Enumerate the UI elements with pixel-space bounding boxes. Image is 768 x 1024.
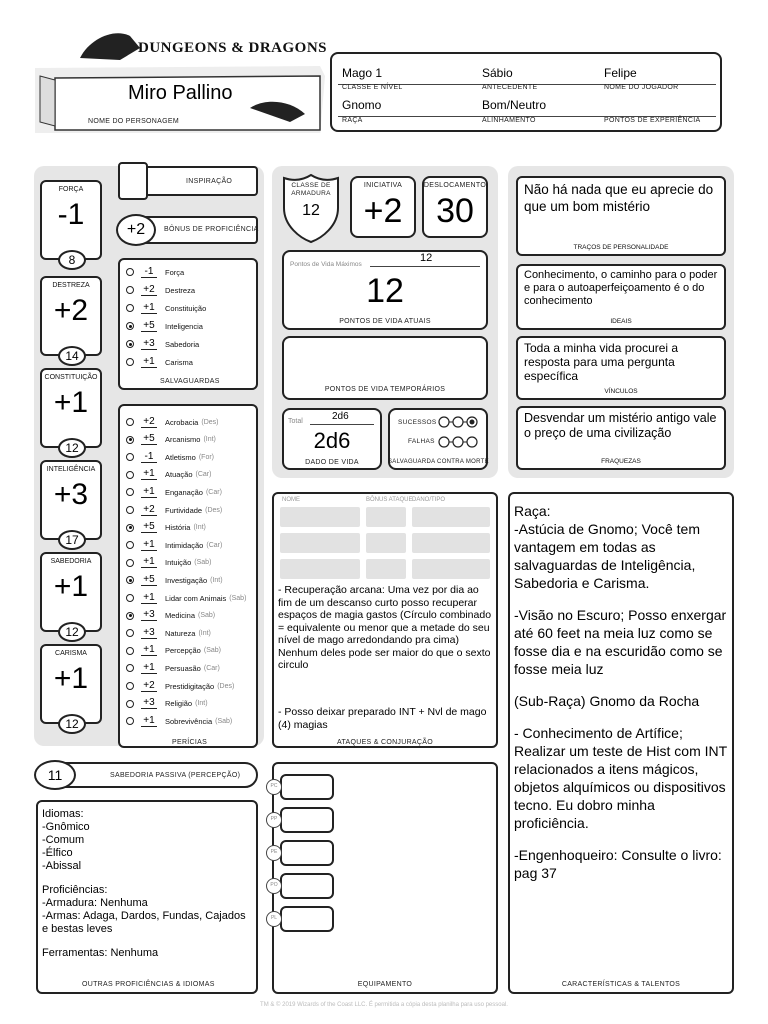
ability-modifier[interactable]: +3 (53, 478, 89, 511)
skill-ability: (Car) (203, 664, 220, 672)
attacks-text-2[interactable]: - Posso deixar preparado INT + Nvl de mago (4) magias (278, 706, 487, 731)
skill-modifier[interactable]: +2 (141, 681, 157, 692)
ability-modifier[interactable]: +1 (53, 662, 89, 695)
coin-icon: PO (266, 878, 282, 894)
text-line: - Conhecimento de Artífice; Realizar um teste de Hist com INT relacionados a itens mágicos, objetos alquímicos ou dispositivos tecno. Eu dobro minha proficiência. (514, 725, 727, 831)
skill-name: Intimidação (165, 540, 204, 550)
proficiency-label: BÔNUS DE PROFICIÊNCIA (164, 226, 259, 233)
ability-strength[interactable] (40, 180, 102, 267)
skill-row[interactable] (126, 660, 220, 676)
skill-modifier[interactable]: +2 (141, 417, 157, 428)
coin-amount-box[interactable] (280, 774, 334, 800)
skill-modifier[interactable]: +5 (141, 575, 157, 586)
xp-label: PONTOS DE EXPERIÊNCIA (604, 117, 701, 124)
skill-modifier[interactable]: +1 (141, 593, 157, 604)
proficiency-dot-icon[interactable] (126, 629, 134, 637)
inspiration-label: INSPIRAÇÃO (186, 178, 233, 185)
skill-row[interactable] (126, 432, 216, 448)
race-value[interactable]: Gnomo (342, 98, 382, 112)
hp-max-value[interactable]: 12 (420, 252, 433, 264)
skill-ability: (Int) (198, 629, 211, 637)
hp-current-label: PONTOS DE VIDA ATUAIS (339, 318, 431, 325)
ability-modifier[interactable]: +1 (53, 570, 89, 603)
attacks-title: ATAQUES & CONJURAÇÃO (337, 739, 433, 746)
saving-throw-modifier[interactable]: +3 (141, 339, 157, 350)
text-line (42, 873, 252, 884)
skill-ability: (Sab) (229, 594, 247, 602)
hp-max-label: Pontos de Vida Máximos (290, 261, 362, 268)
saving-throws-title: SALVAGUARDAS (160, 378, 220, 385)
attacks-col-damage: DANO/TIPO (412, 497, 446, 503)
ability-score[interactable]: 12 (58, 714, 86, 734)
passive-perception-label: SABEDORIA PASSIVA (PERCEPÇÃO) (110, 772, 241, 779)
text-line (514, 678, 728, 692)
coin-icon: PP (266, 812, 282, 828)
initiative-label: INICIATIVA (363, 182, 403, 189)
proficiency-dot-icon[interactable] (126, 286, 134, 294)
personality-traits-text[interactable]: Não há nada que eu aprecie do que um bom mistério (524, 182, 714, 214)
skill-modifier[interactable]: +1 (141, 645, 157, 656)
text-line: (Sub-Raça) Gnomo da Rocha (514, 693, 700, 709)
saving-throw-name: Sabedoria (165, 339, 200, 349)
proficiency-dot-icon[interactable] (126, 488, 134, 496)
skill-row[interactable] (126, 414, 218, 430)
proficiency-dot-icon[interactable] (126, 559, 134, 567)
text-line: -Abissal (42, 860, 82, 872)
skill-name: Furtividade (165, 505, 203, 515)
skill-ability: (Int) (193, 524, 206, 532)
proficiency-dot-icon[interactable] (126, 717, 134, 725)
character-name-label: NOME DO PERSONAGEM (88, 118, 179, 125)
text-line (514, 710, 728, 724)
ability-constitution[interactable] (40, 368, 102, 455)
skill-name: Prestidigitação (165, 681, 215, 691)
ideals-text[interactable]: Conhecimento, o caminho para o poder e para o autoaperfeiçoamento é o do conhecimento (524, 269, 718, 307)
coin-amount-box[interactable] (280, 807, 334, 833)
saving-throw-modifier[interactable]: +1 (141, 303, 157, 314)
skill-modifier[interactable]: +2 (141, 505, 157, 516)
personality-traits-box[interactable] (516, 176, 726, 256)
armor-class-value[interactable]: 12 (302, 202, 320, 219)
proficiency-dot-icon[interactable] (126, 664, 134, 672)
text-line: -Élfico (42, 847, 73, 859)
race-label: RAÇA (342, 117, 363, 124)
class-level-label: CLASSE E NÍVEL (342, 84, 403, 91)
skill-name: Religião (165, 699, 193, 709)
attack-cell[interactable] (280, 533, 360, 553)
proficiency-dot-icon[interactable] (126, 594, 134, 602)
attack-cell[interactable] (366, 533, 406, 553)
coin-amount-box[interactable] (280, 873, 334, 899)
skill-name: Natureza (165, 628, 196, 638)
ability-name: SABEDORIA (50, 558, 92, 565)
flaws-box[interactable] (516, 406, 726, 470)
hit-dice-total-line (310, 424, 374, 425)
text-line: -Astúcia de Gnomo; Você tem vantagem em todas as salvaguardas de Inteligência, Sabedoria e Carisma. (514, 521, 700, 591)
hit-dice-total-label: Total (288, 418, 303, 425)
ability-score[interactable]: 8 (58, 250, 86, 270)
skill-ability: (Int) (195, 700, 208, 708)
death-saves-fail-circles[interactable] (436, 434, 484, 450)
proficiency-dot-icon[interactable] (126, 576, 134, 584)
skill-ability: (Car) (206, 541, 223, 549)
coin-icon: PC (266, 779, 282, 795)
skill-row[interactable] (126, 520, 206, 536)
bonds-label: VÍNCULOS (604, 388, 638, 395)
features-title: CARACTERÍSTICAS & TALENTOS (561, 981, 681, 988)
saving-throw-row[interactable] (126, 354, 193, 370)
coin-amount-box[interactable] (280, 840, 334, 866)
ability-modifier[interactable]: +1 (53, 386, 89, 419)
hp-temp-label: PONTOS DE VIDA TEMPORÁRIOS (324, 386, 446, 393)
initiative-value[interactable]: +2 (363, 192, 403, 230)
skill-row[interactable] (126, 678, 234, 694)
inspiration-checkbox[interactable] (118, 162, 148, 200)
saving-throw-modifier[interactable]: +2 (141, 285, 157, 296)
skill-name: Sobrevivência (165, 716, 213, 726)
text-line (42, 936, 252, 947)
skill-ability: (Sab) (194, 559, 212, 567)
skill-name: Arcanismo (165, 435, 201, 445)
footer-copyright: TM & © 2019 Wizards of the Coast LLC. É permitida a cópia desta planilha para uso pessoal. (260, 1002, 508, 1008)
text-line: -Armadura: Nenhuma (42, 897, 148, 909)
skill-modifier[interactable]: +1 (141, 557, 157, 568)
skill-modifier[interactable]: +1 (141, 469, 157, 480)
background-label: ANTECEDENTE (482, 84, 538, 91)
hit-dice-value[interactable]: 2d6 (313, 428, 351, 453)
ability-intelligence[interactable] (40, 460, 102, 547)
death-saves-label: SALVAGUARDA CONTRA MORTE (388, 459, 489, 465)
skill-row[interactable] (126, 537, 222, 553)
skill-row[interactable] (126, 590, 246, 606)
skill-modifier[interactable]: +3 (141, 698, 157, 709)
proficiency-dot-icon[interactable] (126, 358, 134, 366)
skill-ability: (Des) (205, 506, 223, 514)
speed-label: DESLOCAMENTO (423, 182, 487, 189)
text-line: -Gnômico (42, 821, 90, 833)
skill-name: Percepção (165, 646, 201, 656)
other-proficiencies-title: OUTRAS PROFICIÊNCIAS & IDIOMAS (82, 981, 215, 988)
header-banner (20, 18, 330, 133)
skill-name: Acrobacia (165, 417, 199, 427)
saving-throw-row[interactable] (126, 318, 203, 334)
skill-name: História (165, 523, 191, 533)
skill-modifier[interactable]: +1 (141, 716, 157, 727)
proficiency-dot-icon[interactable] (126, 612, 134, 620)
ability-score[interactable]: 14 (58, 346, 86, 366)
skill-row[interactable] (126, 608, 215, 624)
player-name-label: NOME DO JOGADOR (604, 84, 679, 91)
ability-name: CONSTITUIÇÃO (44, 374, 98, 381)
proficiency-dot-icon[interactable] (126, 304, 134, 312)
ability-dexterity[interactable] (40, 276, 102, 363)
death-saves-success-circles[interactable] (436, 414, 484, 430)
attacks-text-1[interactable]: - Recuperação arcana: Uma vez por dia ao fim de um descanso curto posso recuperar espaços de magia gastos (Círculo combinado = equivalente ou menor que a metade do seu nível de mago arredondando pra cima) Nenhum deles pode ser maior do que o sexto circulo (278, 584, 492, 671)
personality-traits-label: TRAÇOS DE PERSONALIDADE (573, 244, 669, 251)
skill-name: Atletismo (165, 452, 196, 462)
passive-perception-value[interactable]: 11 (34, 760, 76, 790)
alignment-value[interactable]: Bom/Neutro (482, 98, 547, 112)
saving-throw-row[interactable] (126, 300, 206, 316)
skill-name: Persuasão (165, 663, 201, 673)
saving-throw-modifier[interactable]: -1 (141, 267, 157, 278)
ability-name: FORÇA (58, 186, 84, 193)
bonds-text[interactable]: Toda a minha vida procurei a resposta para uma pergunta específica (524, 341, 679, 383)
text-line: -Comum (42, 834, 85, 846)
hit-dice-label: DADO DE VIDA (305, 459, 359, 466)
skill-row[interactable] (126, 572, 223, 588)
skill-row[interactable] (126, 484, 222, 500)
ability-charisma[interactable] (40, 644, 102, 731)
hp-current-value[interactable]: 12 (366, 272, 404, 310)
hit-dice-total-value[interactable]: 2d6 (332, 411, 349, 422)
character-name[interactable]: Miro Pallino (128, 82, 233, 104)
ability-name: INTELIGÊNCIA (46, 466, 96, 473)
skill-row[interactable] (126, 467, 211, 483)
text-line (514, 592, 728, 606)
skill-ability: (Int) (203, 436, 216, 444)
saving-throw-modifier[interactable]: +5 (141, 321, 157, 332)
skill-row[interactable] (126, 625, 211, 641)
skill-ability: (Car) (195, 471, 212, 479)
skill-ability: (Des) (201, 418, 219, 426)
text-line: -Visão no Escuro; Posso enxergar até 60 feet na meia luz como se fosse dia e na escuridão como se fosse meia luz (514, 607, 727, 677)
ability-name: DESTREZA (52, 282, 90, 289)
ability-score[interactable]: 17 (58, 530, 86, 550)
proficiency-value[interactable]: +2 (116, 214, 156, 246)
text-line: Proficiências: (42, 884, 108, 896)
saving-throw-row[interactable] (126, 336, 199, 352)
skill-modifier[interactable]: -1 (141, 452, 157, 463)
skill-row[interactable] (126, 555, 211, 571)
skills-title: PERÍCIAS (172, 739, 208, 746)
skill-row[interactable] (126, 502, 222, 518)
ability-modifier[interactable]: -1 (57, 198, 85, 231)
text-line (514, 832, 728, 846)
skill-row[interactable] (126, 696, 208, 712)
skill-modifier[interactable]: +5 (141, 522, 157, 533)
text-line: Raça: (514, 503, 551, 519)
skill-ability: (Sab) (203, 647, 221, 655)
skill-ability: (Car) (205, 488, 222, 496)
saving-throw-name: Constituição (165, 303, 207, 313)
ability-wisdom[interactable] (40, 552, 102, 639)
proficiency-dot-icon[interactable] (126, 506, 134, 514)
attack-cell[interactable] (412, 533, 490, 553)
skill-modifier[interactable]: +1 (141, 540, 157, 551)
coin-amount-box[interactable] (280, 906, 334, 932)
proficiency-dot-icon[interactable] (126, 471, 134, 479)
skill-name: Intuição (165, 558, 192, 568)
armor-class-label: CLASSE DE ARMADURA (291, 182, 331, 197)
skill-ability: (For) (198, 453, 215, 461)
background-value[interactable]: Sábio (482, 66, 513, 80)
skill-name: Lidar com Animais (165, 593, 227, 603)
skill-ability: (Sab) (215, 717, 233, 725)
alignment-label: ALINHAMENTO (482, 117, 536, 124)
proficiency-dot-icon[interactable] (126, 268, 134, 276)
proficiency-dot-icon[interactable] (126, 647, 134, 655)
attack-cell[interactable] (412, 559, 490, 579)
coin-icon: PL (266, 911, 282, 927)
saving-throw-modifier[interactable]: +1 (141, 357, 157, 368)
text-line: -Engenhoqueiro: Consulte o livro: pag 37 (514, 847, 722, 881)
attack-cell[interactable] (280, 507, 360, 527)
coin-icon: PE (266, 845, 282, 861)
ability-score[interactable]: 12 (58, 438, 86, 458)
attack-cell[interactable] (412, 507, 490, 527)
ability-name: CARISMA (55, 650, 87, 657)
skill-name: Medicina (165, 611, 196, 621)
proficiency-dot-icon[interactable] (126, 700, 134, 708)
saving-throw-name: Destreza (165, 285, 196, 295)
speed-value[interactable]: 30 (436, 192, 474, 230)
saving-throw-name: Força (165, 267, 185, 277)
attack-cell[interactable] (280, 559, 360, 579)
death-saves-fail-label: FALHAS (408, 438, 435, 445)
skill-ability: (Sab) (198, 612, 216, 620)
class-level-value[interactable]: Mago 1 (342, 66, 383, 80)
ability-modifier[interactable]: +2 (53, 294, 89, 327)
proficiency-dot-icon[interactable] (126, 453, 134, 461)
proficiency-dot-icon[interactable] (126, 340, 134, 348)
text-line: -Armas: Adaga, Dardos, Fundas, Cajados e bestas leves (42, 910, 246, 935)
skill-modifier[interactable]: +5 (141, 434, 157, 445)
saving-throw-name: Carisma (165, 357, 193, 367)
text-line: Ferramentas: Nenhuma (42, 947, 159, 959)
saving-throw-row[interactable] (126, 264, 184, 280)
skill-name: Investigação (165, 575, 208, 585)
skill-ability: (Des) (217, 682, 235, 690)
attacks-col-bonus: BÔNUS ATAQUE (366, 497, 413, 503)
proficiency-dot-icon[interactable] (126, 541, 134, 549)
proficiency-dot-icon[interactable] (126, 322, 134, 330)
flaws-text[interactable]: Desvendar um mistério antigo vale o preço de uma civilização (524, 411, 717, 440)
saving-throw-row[interactable] (126, 282, 195, 298)
skill-row[interactable] (126, 449, 214, 465)
skill-modifier[interactable]: +1 (141, 663, 157, 674)
other-proficiencies-text[interactable] (42, 808, 252, 960)
proficiency-dot-icon[interactable] (126, 524, 134, 532)
attacks-col-name: NOME (282, 497, 300, 503)
skill-name: Atuação (165, 470, 193, 480)
bonds-box[interactable] (516, 336, 726, 400)
skill-modifier[interactable]: +3 (141, 628, 157, 639)
proficiency-dot-icon[interactable] (126, 418, 134, 426)
features-text[interactable] (514, 502, 728, 882)
attack-cell[interactable] (366, 507, 406, 527)
skill-row[interactable] (126, 713, 232, 729)
skill-modifier[interactable]: +1 (141, 487, 157, 498)
hp-max-line (370, 266, 480, 267)
proficiency-dot-icon[interactable] (126, 436, 134, 444)
logo: DUNGEONS & DRAGONS (138, 40, 328, 56)
skill-name: Enganação (165, 487, 203, 497)
player-name-value[interactable]: Felipe (604, 66, 637, 80)
saving-throw-name: Inteligencia (165, 321, 203, 331)
attack-cell[interactable] (366, 559, 406, 579)
ideals-box[interactable] (516, 264, 726, 330)
proficiency-dot-icon[interactable] (126, 682, 134, 690)
equipment-title: EQUIPAMENTO (357, 981, 413, 988)
skill-row[interactable] (126, 643, 221, 659)
ability-score[interactable]: 12 (58, 622, 86, 642)
flaws-label: FRAQUEZAS (601, 458, 641, 465)
text-line: Idiomas: (42, 808, 84, 820)
skill-ability: (Int) (210, 576, 223, 584)
ideals-label: IDEAIS (610, 318, 632, 325)
skill-modifier[interactable]: +3 (141, 610, 157, 621)
death-saves-success-label: SUCESSOS (398, 419, 437, 426)
